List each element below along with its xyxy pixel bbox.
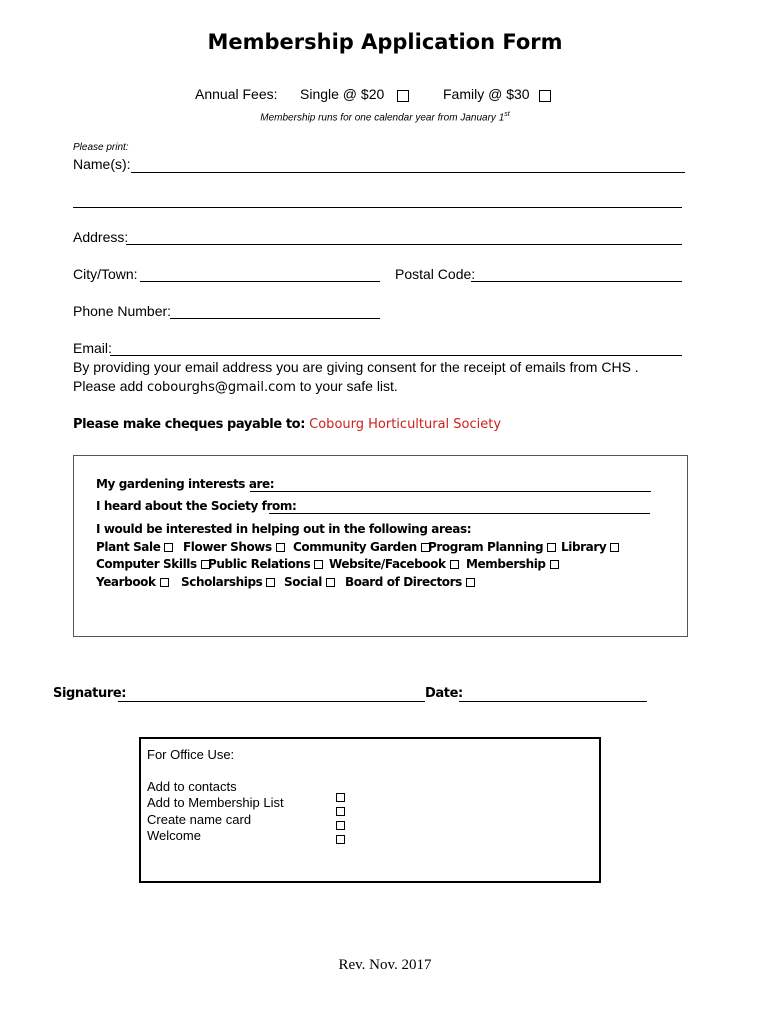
society-email: cobourghs@gmail.com	[146, 380, 296, 395]
date-label: Date:	[425, 686, 463, 701]
address-input-line[interactable]	[126, 244, 682, 245]
names-input-line-2[interactable]	[73, 207, 682, 208]
help-option-scholarships[interactable]: Scholarships	[181, 575, 275, 589]
office-use-title: For Office Use:	[147, 747, 235, 762]
library-checkbox[interactable]	[610, 543, 619, 552]
welcome-checkbox[interactable]	[336, 835, 345, 844]
postal-code-input-line[interactable]	[471, 281, 682, 282]
please-print-note: Please print:	[73, 142, 129, 153]
city-label: City/Town:	[73, 266, 138, 282]
plant-sale-checkbox[interactable]	[164, 543, 173, 552]
help-option-community-garden[interactable]: Community Garden	[293, 540, 430, 554]
website-facebook-checkbox[interactable]	[450, 560, 459, 569]
revision-note: Rev. Nov. 2017	[338, 957, 432, 973]
add-contacts-checkbox[interactable]	[336, 793, 345, 802]
phone-input-line[interactable]	[170, 318, 380, 319]
signature-line[interactable]	[118, 701, 425, 702]
form-title: Membership Application Form	[207, 30, 563, 54]
help-option-flower-shows[interactable]: Flower Shows	[183, 540, 285, 554]
gardening-interests-line[interactable]	[250, 491, 651, 492]
phone-label: Phone Number:	[73, 303, 172, 319]
help-option-plant-sale[interactable]: Plant Sale	[96, 540, 173, 554]
scholarships-checkbox[interactable]	[266, 578, 275, 587]
help-option-program-planning[interactable]: Program Planning	[428, 540, 556, 554]
help-option-yearbook[interactable]: Yearbook	[96, 575, 169, 589]
add-membership-list-checkbox[interactable]	[336, 807, 345, 816]
gardening-interests-label: My gardening interests are:	[96, 477, 275, 491]
office-item-add-contacts: Add to contacts	[147, 779, 237, 794]
names-label: Name(s):	[73, 156, 131, 172]
postal-code-label: Postal Code:	[395, 266, 476, 282]
family-fee-label: Family @ $30	[443, 86, 530, 102]
family-fee-checkbox[interactable]	[539, 90, 551, 102]
board-of-directors-checkbox[interactable]	[466, 578, 475, 587]
office-item-welcome: Welcome	[147, 828, 201, 843]
help-option-library[interactable]: Library	[561, 540, 619, 554]
cheque-instruction: Please make cheques payable to: Cobourg Horticultural Society	[73, 417, 502, 432]
flower-shows-checkbox[interactable]	[276, 543, 285, 552]
help-option-board-of-directors[interactable]: Board of Directors	[345, 575, 475, 589]
yearbook-checkbox[interactable]	[160, 578, 169, 587]
address-label: Address:	[73, 229, 129, 245]
program-planning-checkbox[interactable]	[547, 543, 556, 552]
heard-about-line[interactable]	[269, 513, 650, 514]
help-option-social[interactable]: Social	[284, 575, 335, 589]
names-input-line[interactable]	[131, 172, 685, 173]
heard-about-label: I heard about the Society from:	[96, 499, 297, 513]
help-option-membership[interactable]: Membership	[466, 557, 559, 571]
email-label: Email:	[73, 340, 112, 356]
social-checkbox[interactable]	[326, 578, 335, 587]
office-item-add-membership-list: Add to Membership List	[147, 795, 284, 810]
help-option-website-facebook[interactable]: Website/Facebook	[329, 557, 459, 571]
help-option-computer-skills[interactable]: Computer Skills	[96, 557, 210, 571]
create-name-card-checkbox[interactable]	[336, 821, 345, 830]
email-consent-text: By providing your email address you are giving consent for the receipt of emails from CHS . Please add cobourghs@gmail.com to your safe list.	[73, 359, 639, 395]
city-input-line[interactable]	[140, 281, 380, 282]
membership-term-note: Membership runs for one calendar year from January 1st	[260, 111, 510, 124]
help-option-public-relations[interactable]: Public Relations	[208, 557, 323, 571]
email-input-line[interactable]	[110, 355, 682, 356]
office-item-create-name-card: Create name card	[147, 812, 252, 827]
helping-areas-label: I would be interested in helping out in the following areas:	[96, 522, 472, 536]
public-relations-checkbox[interactable]	[314, 560, 323, 569]
date-line[interactable]	[459, 701, 647, 702]
single-fee-label: Single @ $20	[300, 86, 385, 102]
annual-fees-label: Annual Fees:	[195, 86, 278, 102]
society-name: Cobourg Horticultural Society	[309, 417, 502, 432]
membership-checkbox[interactable]	[550, 560, 559, 569]
single-fee-checkbox[interactable]	[397, 90, 409, 102]
signature-label: Signature:	[53, 686, 127, 701]
